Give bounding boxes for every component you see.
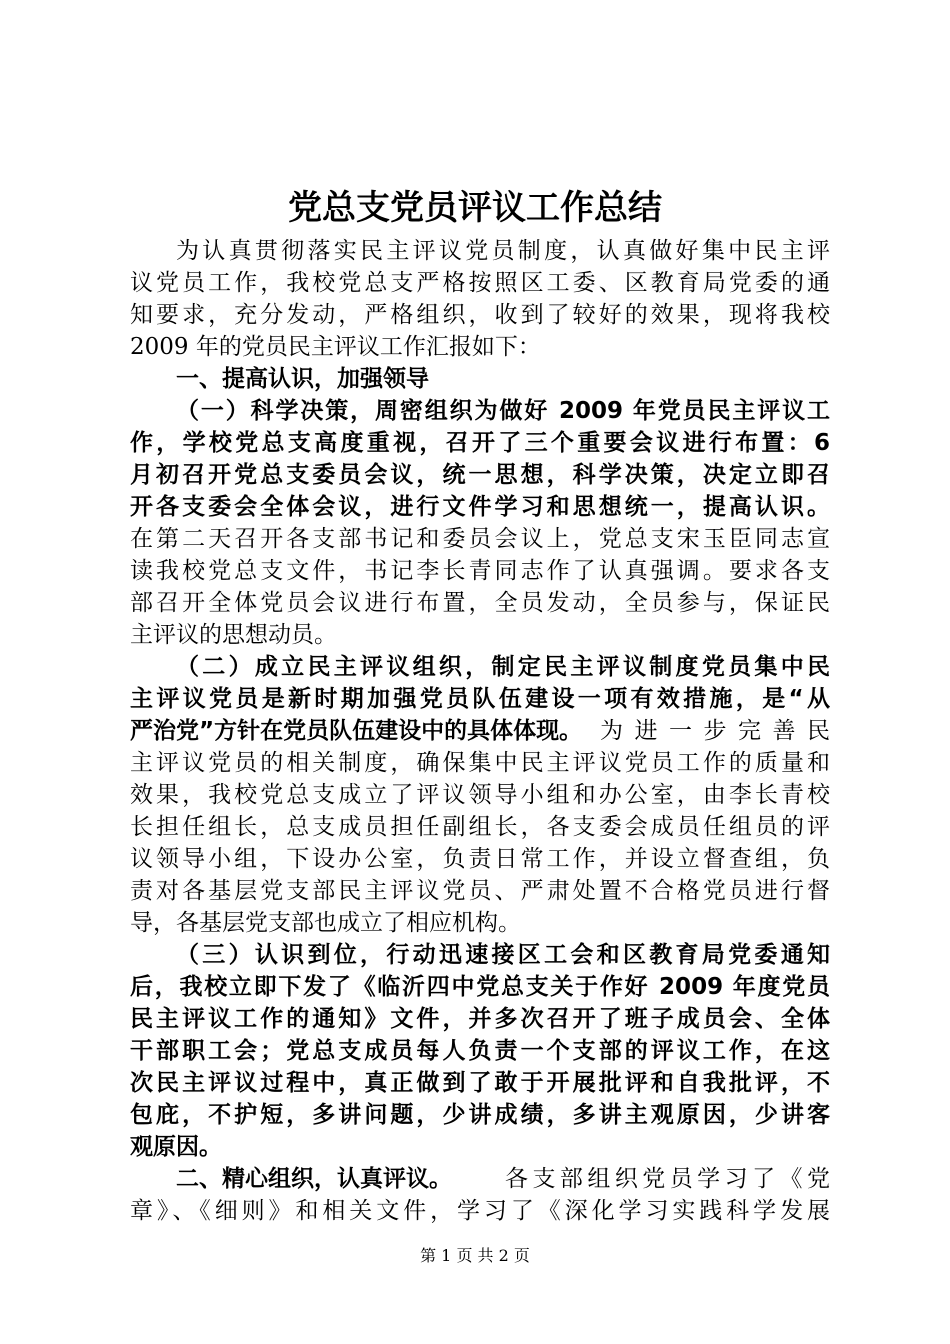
body-line: 严治党”方针在党员队伍建设中的具体体现。: [130, 718, 583, 744]
body-line: 为进一步完善民: [600, 718, 830, 744]
body-line: 长担任组长，总支成员担任副组长，各支委会成员任组员的评: [130, 814, 830, 840]
body-line: 读我校党总支文件，书记李长青同志作了认真强调。要求各支: [130, 558, 830, 584]
body-line: （二）成立民主评议组织，制定民主评议制度党员集中民: [176, 654, 830, 680]
body-line: 效果，我校党总支成立了评议领导小组和办公室，由李长青校: [130, 782, 830, 808]
body-line: 部召开全体党员会议进行布置，全员发动，全员参与，保证民: [130, 590, 830, 616]
body-line: 责对各基层党支部民主评议党员、严肃处置不合格党员进行督: [130, 878, 830, 904]
body-line: 后，我校立即下发了《临沂四中党总支关于作好 2009 年度党员: [130, 974, 830, 1000]
document-title: 党总支党员评议工作总结: [288, 188, 662, 228]
body-line: 月初召开党总支委员会议，统一思想，科学决策，决定立即召: [130, 462, 830, 488]
section-heading: 二、精心组织，认真评议。: [176, 1166, 452, 1192]
body-line: （一）科学决策，周密组织为做好 2009 年党员民主评议工: [176, 398, 830, 424]
body-line: 主评议的思想动员。: [130, 622, 337, 648]
body-line: 2009 年的党员民主评议工作汇报如下：: [130, 334, 541, 360]
body-line: 民主评议工作的通知》文件，并多次召开了班子成员会、全体: [130, 1006, 830, 1032]
body-line: 议领导小组，下设办公室，负责日常工作，并设立督查组，负: [130, 846, 830, 872]
body-line: 章》、《细则》和相关文件，学习了《深化学习实践科学发展: [130, 1198, 830, 1224]
body-line: 主评议党员的相关制度，确保集中民主评议党员工作的质量和: [130, 750, 830, 776]
body-line: 次民主评议过程中，真正做到了敢于开展批评和自我批评，不: [130, 1070, 830, 1096]
body-line: 干部职工会；党总支成员每人负责一个支部的评议工作，在这: [130, 1038, 830, 1064]
body-line: 议党员工作，我校党总支严格按照区工委、区教育局党委的通: [130, 270, 830, 296]
body-line: 导，各基层党支部也成立了相应机构。: [130, 910, 521, 936]
body-line: 包庇，不护短，多讲问题，少讲成绩，多讲主观原因，少讲客: [130, 1102, 830, 1128]
body-line: （三）认识到位，行动迅速接区工会和区教育局党委通知: [176, 942, 830, 968]
body-line: 作，学校党总支高度重视，召开了三个重要会议进行布置：6: [130, 430, 830, 456]
body-line: 在第二天召开各支部书记和委员会议上，党总支宋玉臣同志宣: [130, 526, 830, 552]
body-line: 知要求，充分发动，严格组织，收到了较好的效果，现将我校: [130, 302, 830, 328]
body-line: 开各支委会全体会议，进行文件学习和思想统一，提高认识。: [130, 494, 830, 520]
section-heading: 一、提高认识，加强领导: [176, 366, 429, 392]
body-line: 为认真贯彻落实民主评议党员制度，认真做好集中民主评: [176, 238, 830, 264]
body-line: 各支部组织党员学习了《党: [505, 1166, 830, 1192]
page-footer: 第 1 页 共 2 页: [420, 1246, 530, 1265]
body-line: 主评议党员是新时期加强党员队伍建设一项有效措施，是“从: [130, 686, 830, 712]
body-line: 观原因。: [130, 1134, 222, 1160]
